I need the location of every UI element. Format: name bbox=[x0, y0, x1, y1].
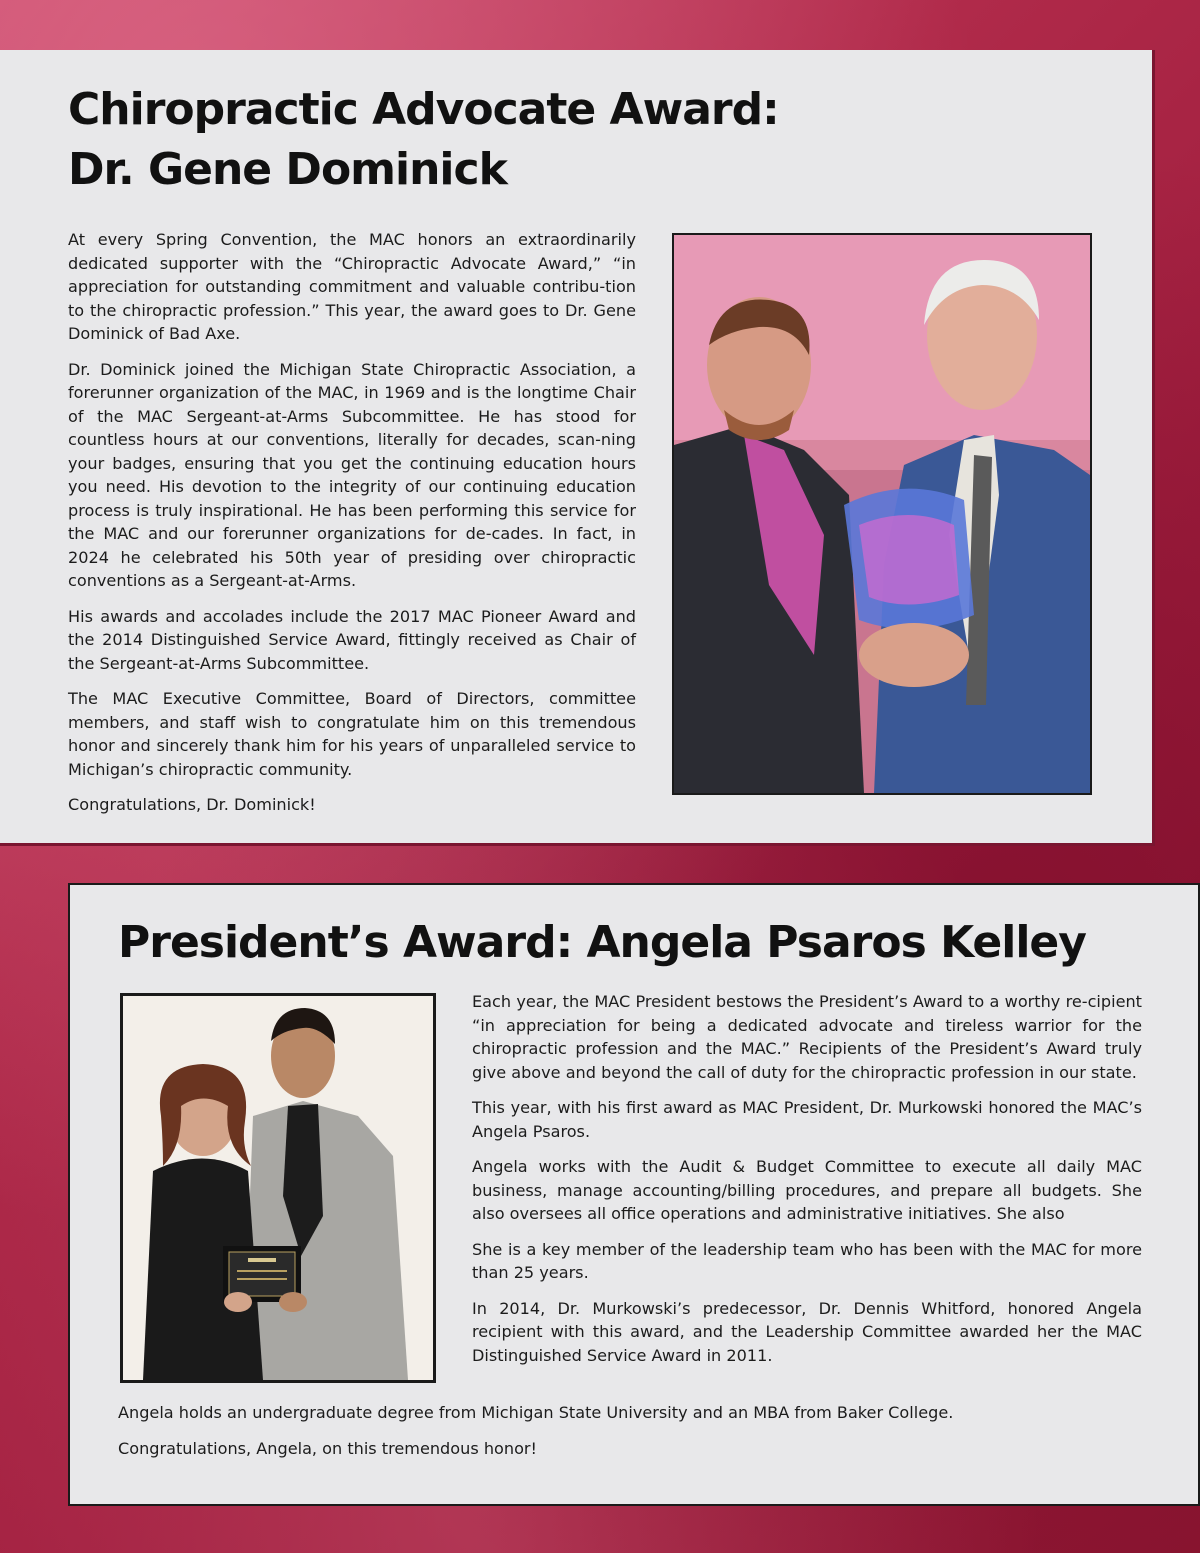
award-title-president: President’s Award: Angela Psaros Kelley bbox=[118, 917, 1086, 968]
paragraph: Congratulations, Angela, on this tremendous honor! bbox=[118, 1438, 537, 1458]
presidents-award-article-continued bbox=[118, 1401, 1148, 1472]
title-line-1: Chiropractic Advocate Award: bbox=[68, 84, 779, 135]
award-title-advocate bbox=[68, 80, 779, 200]
paragraph: At every Spring Convention, the MAC honors an extraordinarily dedicated supporter with the “Chiropractic Advocate Award,” “in appreciation for outstanding commitment and valuable contribu-tion to the chiropractic profession.” This year, the award goes to Dr. Gene Dominick of Bad Axe. bbox=[68, 230, 636, 343]
presidents-award-panel bbox=[68, 883, 1200, 1506]
paragraph: His awards and accolades include the 2017 MAC Pioneer Award and the 2014 Distinguished Service Award, fittingly received as Chair of the Sergeant-at-Arms Subcommittee. bbox=[68, 606, 636, 673]
paragraph: This year, with his first award as MAC President, Dr. Murkowski honored the MAC’s Angela Psaros. bbox=[472, 1098, 1142, 1141]
paragraph: Congratulations, Dr. Dominick! bbox=[68, 795, 316, 814]
paragraph: She is a key member of the leadership team who has been with the MAC for more than 25 years. bbox=[472, 1239, 1142, 1282]
paragraph: Each year, the MAC President bestows the President’s Award to a worthy re-cipient “in appreciation for being a dedicated advocate and tireless warrior for the chiropractic profession and the MAC.” Recipients of the President’s Award truly give above and beyond the call of duty for the chiropractic profession in our state. bbox=[472, 992, 1142, 1082]
photo-illustration bbox=[123, 996, 433, 1380]
presidents-award-article bbox=[472, 990, 1142, 1379]
photo-illustration bbox=[674, 235, 1090, 793]
paragraph: Dr. Dominick joined the Michigan State Chiropractic Association, a forerunner organization of the MAC, in 1969 and is the longtime Chair of the MAC Sergeant-at-Arms Subcommittee. He has stood for countless hours at our conventions, literally for decades, scan-ning your badges, ensuring that you get the continuing education hours you need. His devotion to the integrity of our continuing education process is truly inspirational. He has been performing this service for the MAC and our forerunner organizations for de-cades. In fact, in 2024 he celebrated his 50th year of presiding over chiropractic conventions as a Sergeant-at-Arms. bbox=[68, 359, 636, 590]
advocate-award-article bbox=[68, 228, 636, 829]
award-recipient-photo bbox=[120, 993, 436, 1383]
paragraph: Angela works with the Audit & Budget Committee to execute all daily MAC business, manage accounting/billing procedures, and prepare all budgets. She also oversees all office operations and administrative initiatives. She also bbox=[472, 1157, 1142, 1223]
chiropractic-advocate-award-panel bbox=[0, 50, 1155, 846]
title-line-2: Dr. Gene Dominick bbox=[68, 144, 507, 195]
paragraph: The MAC Executive Committee, Board of Directors, committee members, and staff wish to congratulate him on this tremendous honor and sincerely thank him for his years of unparalleled service to Michigan’s chiropractic community. bbox=[68, 689, 636, 779]
paragraph: Angela holds an undergraduate degree from Michigan State University and an MBA from Baker College. bbox=[118, 1403, 954, 1422]
paragraph: In 2014, Dr. Murkowski’s predecessor, Dr. Dennis Whitford, honored Angela recipient with this award, and the Leadership Committee awarded her the MAC Distinguished Service Award in 2011. bbox=[472, 1298, 1142, 1365]
award-presentation-photo bbox=[672, 233, 1092, 795]
